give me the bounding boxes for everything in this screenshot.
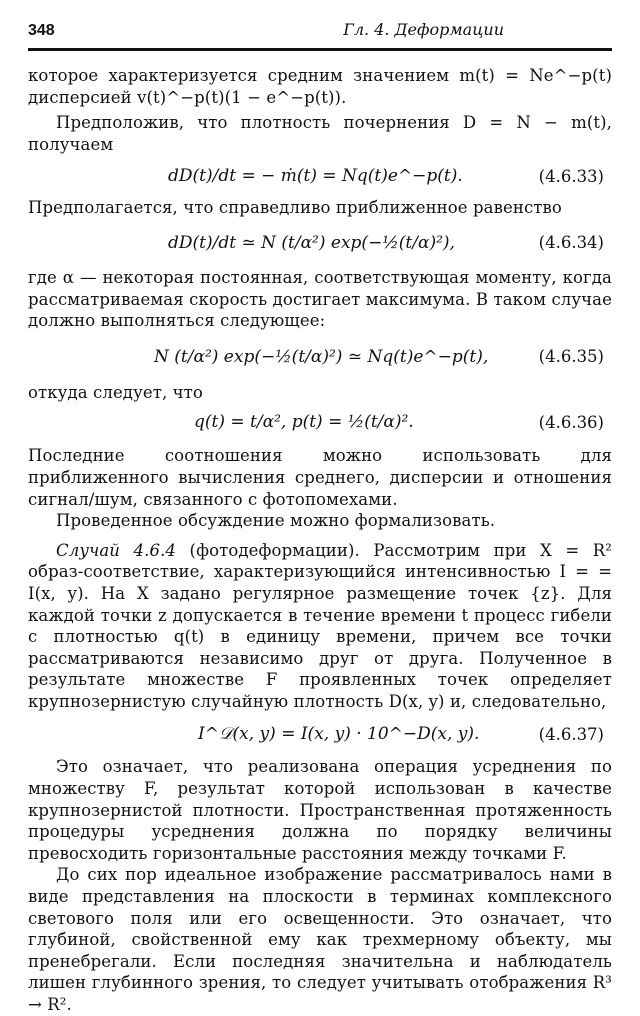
- paragraph-3: Предполагается, что справедливо приближенное равенство: [28, 198, 562, 218]
- equation-4-6-37: [28, 712, 612, 756]
- equation-body: q(t) = t/α², p(t) = ½(t/α)².: [194, 412, 414, 433]
- page-number: 348: [28, 22, 55, 39]
- equation-4-6-36: [28, 403, 612, 441]
- paragraph-6: Последние соотношения можно использовать для приближенного вычисления среднего, дисперсии и отношения сигнал/шум, связанного с фотопомехами.: [28, 446, 612, 509]
- equation-body: dD(t)/dt = − ṁ(t) = Nq(t)e^−p(t).: [168, 166, 463, 187]
- paragraph-1: которое характеризуется средним значением m(t) = Ne^−p(t) дисперсией v(t)^−p(t)(1 − e^−p(t)).: [28, 66, 612, 107]
- equation-number: (4.6.33): [538, 166, 604, 186]
- equation-number: (4.6.36): [538, 412, 604, 432]
- paragraph-7: Проведенное обсуждение можно формализовать.: [56, 511, 496, 531]
- paragraph-4: где α — некоторая постоянная, соответствующая моменту, когда рассматриваемая скорость достигает максимума. В таком случае должно выполняться следующее:: [28, 267, 612, 331]
- paragraph-2: Предположив, что плотность почернения D = N − m(t), получаем: [28, 113, 612, 154]
- paragraph-10: До сих пор идеальное изображение рассматривалось нами в виде представления на плоскости в терминах комплексного светового поля или его освещенности. Это означает, что глубиной, свойственной ему как трехмерному объекту, мы пренебрегали. Если последняя значительна и наблюдатель лишен глубинного зрения, то следует учитывать отображения R³ → R².: [28, 865, 612, 1014]
- paragraph-5: откуда следует, что: [28, 382, 203, 402]
- book-page: [28, 20, 612, 1016]
- header-rule: [28, 48, 612, 51]
- chapter-title: Гл. 4. Деформации: [343, 20, 504, 39]
- equation-4-6-35: [28, 332, 612, 382]
- paragraph-8: [28, 540, 612, 713]
- equation-body: dD(t)/dt ≃ N (t/α²) exp(−½(t/α)²),: [168, 232, 455, 253]
- case-label: Случай 4.6.4: [56, 540, 177, 560]
- equation-body: I^𝒟(x, y) = I(x, y) · 10^−D(x, y).: [198, 724, 480, 745]
- equation-number: (4.6.35): [538, 347, 604, 367]
- equation-4-6-33: [28, 155, 612, 197]
- running-header: [28, 20, 612, 42]
- equation-number: (4.6.34): [538, 233, 604, 253]
- equation-number: (4.6.37): [538, 724, 604, 744]
- equation-4-6-34: [28, 219, 612, 267]
- equation-body: N (t/α²) exp(−½(t/α)²) ≃ Nq(t)e^−p(t),: [154, 346, 489, 367]
- paragraph-9: Это означает, что реализована операция усреднения по множеству F, результат которой использован в качестве крупнозернистой плотности. Пространственная протяженность процедуры усреднения должна по порядку величины превосходить горизонтальные расстояния между точками F.: [28, 757, 612, 863]
- case-text: (фотодеформации). Рассмотрим при X = R² образ-соответствие, характеризующийся интенсивностью I = = I(x, y). На X задано регулярное размещение точек {z}. Для каждой точки z допускается в течение времени t процесс гибели с плотностью q(t) в единицу времени, причем все точки рассматриваются независимо друг от друга. Полученное в результате множестве F проявленных точек определяет крупнозернистую случайную плотность D(x, y) и, следовательно,: [28, 540, 612, 711]
